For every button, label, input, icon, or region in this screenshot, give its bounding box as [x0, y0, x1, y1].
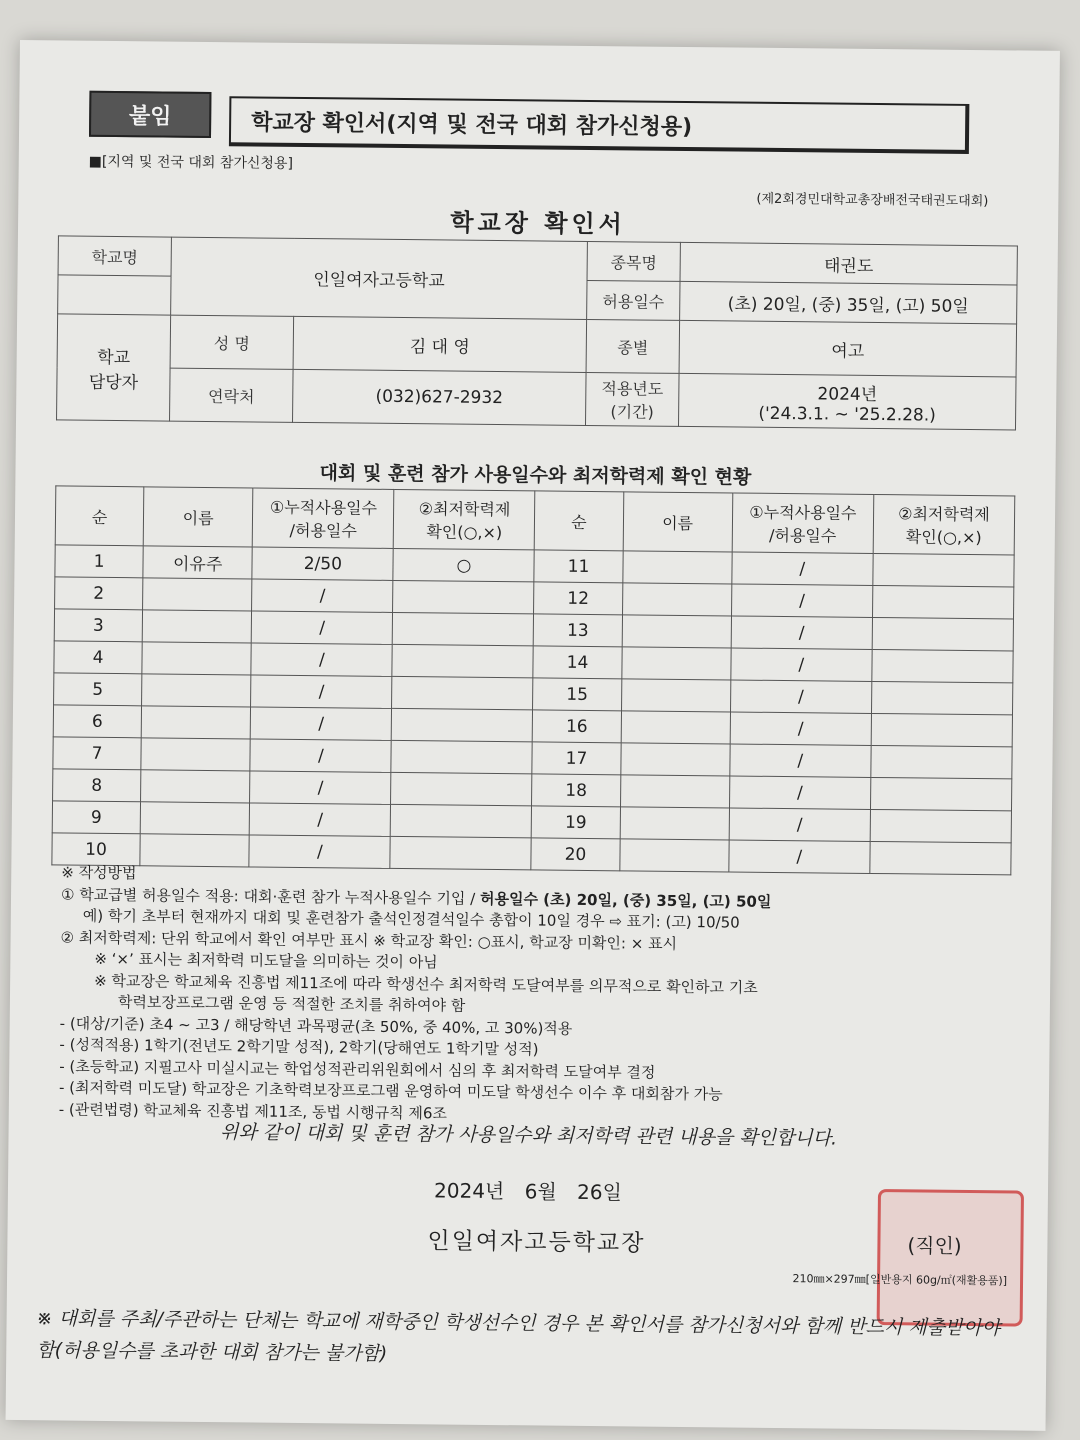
note-1a: ① 학교급별 허용일수 적용: 대회·훈련 참가 누적사용일수 기입 / [60, 884, 481, 908]
note-1c: 예) 학기 초부터 현재까지 대회 및 훈련참가 출석인정결석일수 총합이 10일 경우 ⇨ 표기: (고) 10/50 [82, 906, 740, 932]
roster-no-cell: 16 [533, 710, 621, 743]
note-4: ※ 학교장은 학교체육 진흥법 제11조에 따라 학생선수 최저학력 도달여부를 의무적으로 확인하고 기초 [94, 971, 758, 997]
col-name-2: 이름 [623, 492, 733, 552]
roster-no-cell: 18 [532, 774, 620, 807]
roster-days-cell: / [252, 611, 393, 644]
notes-heading: ※ 작성방법 [61, 863, 137, 883]
roster-days-cell: / [251, 643, 392, 676]
col-no: 순 [55, 486, 144, 546]
roster-days-cell: / [731, 616, 872, 649]
roster-no-cell: 9 [52, 801, 140, 834]
roster-name-cell [142, 642, 252, 675]
roster-name-cell [621, 647, 731, 680]
roster-days-cell: / [250, 739, 391, 772]
note-9: - (최저학력 미도달) 학교장은 기초학력보장프로그램 운영하여 미도달 학생선수 이수 후 대회참가 가능 [58, 1078, 723, 1104]
school-label: 학교명 [58, 236, 171, 276]
roster-check-cell [390, 836, 531, 869]
roster-no-cell: 13 [534, 614, 622, 647]
roster-name-cell [141, 738, 251, 771]
name-value: 김 대 영 [293, 316, 587, 372]
roster-no-cell: 8 [53, 769, 141, 802]
roster-check-cell [393, 612, 534, 645]
roster-days-cell: / [250, 771, 391, 804]
roster-body [52, 545, 1014, 875]
roster-no-cell: 2 [55, 577, 143, 610]
sport-value: 태권도 [680, 242, 1017, 285]
roster-name-cell [621, 679, 731, 712]
contact-label: 연락처 [170, 368, 294, 422]
attachment-tag: 붙임 [89, 91, 211, 138]
roster-name-cell [619, 839, 729, 872]
note-1b: 허용일수 (초) 20일, (중) 35일, (고) 50일 [479, 889, 772, 911]
roster-days-cell: / [731, 648, 872, 681]
roster-check-cell [870, 841, 1011, 874]
roster-days-cell: / [730, 744, 871, 777]
note-2: ② 최저학력제: 단위 학교에서 확인 여부만 표시 ※ 학교장 확인: ○표시, 학교장 미확인: × 표시 [60, 927, 678, 953]
roster-check-cell [391, 804, 532, 837]
instructions [59, 862, 992, 1130]
roster-days-cell: / [732, 552, 873, 585]
roster-no-cell: 19 [532, 806, 620, 839]
year-value: 2024년 ('24.3.1. ~ '25.2.28.) [678, 373, 1016, 430]
roster-name-cell [620, 775, 730, 808]
roster-name-cell [142, 610, 252, 643]
footer-note: ※ 대회를 주최/주관하는 단체는 학교에 재학중인 학생선수인 경우 본 확인서를 참가신청서와 함께 반드시 제출받아야 함(허용일수를 초과한 대회 참가는 불가함) [36, 1307, 1001, 1365]
roster-no-cell: 20 [531, 838, 619, 871]
info-table [56, 235, 1018, 430]
roster-check-cell [871, 713, 1012, 746]
roster-check-cell [871, 681, 1012, 714]
roster-no-cell: 17 [532, 742, 620, 775]
roster-name-cell [142, 674, 252, 707]
roster-check-cell [392, 676, 533, 709]
school-value: 인일여자고등학교 [171, 237, 588, 319]
roster-no-cell: 11 [534, 550, 622, 583]
roster-no-cell: 1 [55, 545, 143, 578]
year-label: 적용년도 (기간) [585, 372, 679, 426]
roster-no-cell: 12 [534, 582, 622, 615]
category-label: 종별 [586, 319, 680, 373]
roster-name-cell [620, 743, 730, 776]
roster-check-cell [872, 617, 1013, 650]
roster-no-cell: 6 [53, 705, 141, 738]
roster-days-cell: 2/50 [252, 547, 393, 580]
roster-days-cell: / [730, 680, 871, 713]
roster-no-cell: 7 [53, 737, 141, 770]
roster-name-cell [621, 711, 731, 744]
school-label-cell [58, 275, 171, 315]
roster-days-cell: / [250, 803, 391, 836]
sub-note: ■[지역 및 전국 대회 참가신청용] [88, 153, 294, 172]
event-name: (제2회경민대학교총장배전국태권도대회) [756, 191, 989, 210]
roster-no-cell: 15 [533, 678, 621, 711]
roster-name-cell [140, 834, 250, 867]
col-days-2: ①누적사용일수 /허용일수 [732, 493, 874, 553]
roster-check-cell: ○ [393, 548, 534, 581]
note-7: - (성적적용) 1학기(전년도 2학기말 성적), 2학기(당해연도 1학기말 성적) [59, 1035, 539, 1059]
manager-label: 학교 담당자 [57, 314, 171, 421]
roster-days-cell: / [252, 579, 393, 612]
note-8: - (초등학교) 지필고사 미실시교는 학업성적관리위원회에서 심의 후 최저학력 도달여부 결정 [59, 1056, 656, 1082]
paper-spec: 210㎜×297㎜[일반용지 60g/㎡(재활용품)] [792, 1272, 1008, 1288]
roster-check-cell [393, 580, 534, 613]
note-5: 학력보장프로그램 운영 등 적절한 조치를 취하여야 함 [117, 993, 466, 1015]
col-check-2: ②최저학력제 확인(○,×) [873, 494, 1015, 554]
roster-name-cell [622, 615, 732, 648]
roster-days-cell: / [729, 840, 870, 873]
sport-label: 종목명 [587, 241, 680, 281]
roster-check-cell [871, 745, 1012, 778]
roster-check-cell [872, 585, 1013, 618]
contact-value: (032)627-2932 [293, 369, 587, 425]
confirm-statement: 위와 같이 대회 및 훈련 참가 사용일수와 최저학력 관련 내용을 확인합니다. [219, 1121, 838, 1150]
note-10: - (관련법령) 학교체육 진흥법 제11조, 동법 시행규칙 제6조 [58, 1099, 448, 1123]
col-name: 이름 [143, 487, 253, 547]
roster-no-cell: 14 [533, 646, 621, 679]
roster-check-cell [391, 772, 532, 805]
roster-days-cell: / [731, 584, 872, 617]
roster-days-cell: / [249, 835, 390, 868]
seal-label: (직인) [907, 1233, 962, 1258]
header-title: 학교장 확인서(지역 및 전국 대회 참가신청용) [229, 96, 969, 154]
roster-no-cell: 5 [54, 673, 142, 706]
roster-name-cell [620, 807, 730, 840]
col-no-2: 순 [535, 491, 624, 551]
issue-date: 2024년 6월 26일 [433, 1178, 622, 1205]
roster-name-cell [143, 578, 253, 611]
allowed-value: (초) 20일, (중) 35일, (고) 50일 [680, 281, 1017, 324]
roster-no-cell: 3 [54, 609, 142, 642]
roster-no-cell: 4 [54, 641, 142, 674]
roster-days-cell: / [729, 776, 870, 809]
roster-days-cell: / [729, 808, 870, 841]
roster-check-cell [873, 553, 1014, 586]
section-title: 대회 및 훈련 참가 사용일수와 최저학력제 확인 현황 [319, 462, 752, 489]
roster-check-cell [392, 644, 533, 677]
roster-name-cell: 이유주 [143, 546, 253, 579]
roster-check-cell [872, 649, 1013, 682]
roster-check-cell [392, 708, 533, 741]
name-label: 성 명 [170, 315, 294, 369]
roster-check-cell [391, 740, 532, 773]
roster-days-cell: / [251, 707, 392, 740]
principal-name: 인일여자고등학교장 [427, 1228, 646, 1257]
allowed-label: 허용일수 [587, 280, 680, 320]
note-3: ※ ‘×’ 표시는 최저학력 미도달을 의미하는 것이 아님 [94, 949, 438, 972]
main-title: 학교장 확인서 [450, 208, 626, 239]
roster-name-cell [622, 551, 732, 584]
roster-name-cell [141, 770, 251, 803]
roster-check-cell [870, 809, 1011, 842]
col-check: ②최저학력제 확인(○,×) [394, 489, 536, 549]
roster-table [51, 485, 1015, 875]
roster-days-cell: / [251, 675, 392, 708]
document-sheet [6, 40, 1060, 1431]
note-6: - (대상/기준) 초4 ~ 고3 / 해당학년 과목평균(초 50%, 중 40%, 고 30%)적용 [59, 1013, 573, 1038]
col-days: ①누적사용일수 /허용일수 [253, 488, 395, 548]
roster-days-cell: / [730, 712, 871, 745]
roster-name-cell [140, 802, 250, 835]
category-value: 여고 [679, 320, 1017, 377]
roster-no-cell: 10 [52, 833, 140, 866]
document-header [89, 91, 969, 146]
roster-check-cell [870, 777, 1011, 810]
roster-name-cell [622, 583, 732, 616]
roster-name-cell [141, 706, 251, 739]
